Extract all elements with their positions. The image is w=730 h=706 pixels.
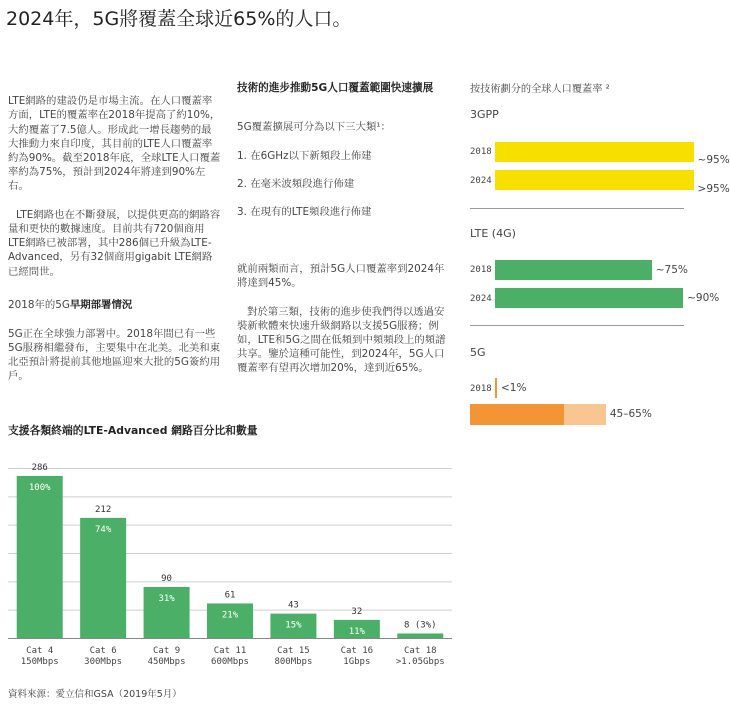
label-5g-2018: <1% [501,382,527,394]
middle-text-column [237,106,451,390]
bar-value-label: 212 [95,504,112,515]
year-lte-2018: 2018 [470,265,492,275]
middle-list-item-2: 2. 在毫米波頻段進行佈建 [237,178,355,191]
middle-intro: 5G覆蓋擴展可分為以下三大類¹： [237,121,391,134]
fiveg-early-heading-bold: 早期部署情況 [69,299,133,312]
label-lte-2024: ~90% [687,292,720,304]
label-3gpp-2024: >95% [697,183,730,195]
bar-3gpp-2024 [495,170,694,190]
bar-lte-2024 [495,288,683,308]
bar-lte-2018 [495,260,652,280]
label-lte-2018: ~75% [655,264,688,276]
bar-percent-label: 100% [28,482,51,493]
bar-value-label: 8 (3%) [404,620,437,631]
bar [80,518,126,638]
category-tick-label: Cat 18 [404,646,437,656]
bar [17,476,63,638]
group-label-3gpp: 3GPP [470,108,499,121]
year-3gpp-2018: 2018 [470,147,492,157]
middle-paragraph-2: 就前兩類而言，預計5G人口覆蓋率到2024年將達到45%。 [237,263,445,290]
fiveg-early-heading-prefix: 2018年的5G [8,299,70,312]
bar-5g-2018 [495,378,497,398]
category-tick-label: Cat 4 [26,646,54,656]
bar-value-label: 286 [31,462,48,473]
lte-paragraph-2: LTE網路也在不斷發展，以提供更高的網路容量和更快的數據速度。目前共有720個商用LTE網路已被部署，其中286個已升級為LTE-Advanced，另有32個商用gigabit LTE網路已經問世。 [8,208,221,278]
bar-value-label: 61 [224,590,236,601]
category-tick-label: Cat 11 [213,646,247,656]
category-tick-label: 1Gbps [343,657,371,667]
coverage-title: 按技術劃分的全球人口覆蓋率 ² [470,84,610,95]
source-note: 資料來源：愛立信和GSA（2019年5月） [8,689,182,700]
year-5g-2018: 2018 [470,384,492,394]
middle-paragraph-3: 對於第三類，技術的進步使我們得以透過安裝新軟體來快速升級網路以支援5G服務；例如，LTE和5G之間在低頻到中頻頻段上的頻譜共享。鑒於這種可能性，到2024年，5G人口覆蓋率有望再次增加20%，達到近65%。 [237,305,446,375]
category-tick-label: 800Mbps [274,657,313,667]
bar-5g-2024-base [470,404,564,425]
fiveg-early-section [8,284,221,398]
bar-value-label: 90 [161,574,172,584]
fiveg-early-paragraph: 5G正在全球強力部署中。2018年間已有一些5G服務相繼發布，主要集中在北美。北美和東北亞預計將提前其他地區迎來大批的5G簽約用戶。 [8,327,221,383]
category-tick-label: Cat 16 [340,646,374,656]
category-tick-label: Cat 9 [153,646,181,656]
category-tick-label: Cat 6 [89,646,117,656]
divider-lte [470,325,684,326]
middle-heading: 技術的進步推動5G人口覆蓋範圍快速擴展 [237,82,434,94]
page-title: 2024年，5G將覆蓋全球近65%的人口。 [6,8,352,30]
middle-spacer [237,234,451,248]
category-tick-label: 150Mbps [20,657,59,667]
group-label-lte: LTE (4G) [470,227,516,240]
category-tick-label: 600Mbps [211,657,249,667]
bar-percent-label: 11% [348,626,365,637]
bar-percent-label: 21% [221,610,239,621]
middle-list-item-3: 3. 在現有的LTE頻段進行佈建 [237,206,372,219]
divider-3gpp [470,208,684,209]
fiveg-early-heading [8,298,221,312]
lte-paragraph-1: LTE網路的建設仍是市場主流。在人口覆蓋率方面，LTE的覆蓋率在2018年提高了約10%，大約覆蓋了7.5億人。形成此一增長趨勢的最大推動力來自印度，其目前的LTE人口覆蓋率約為90%。截至2018年底，全球LTE人口覆蓋率約為75%，預計到2024年將達到90%左右。 [8,95,221,193]
label-3gpp-2018: ~95% [697,154,730,166]
year-3gpp-2024: 2024 [470,176,492,186]
bar-value-label: 32 [351,606,363,617]
label-5g-2024: 45–65% [609,408,652,420]
bar-percent-label: 15% [285,620,302,631]
bar-percent-label: 74% [95,524,112,535]
year-lte-2024: 2024 [470,294,492,304]
bar [397,633,443,638]
bar-percent-label: 31% [158,594,175,604]
group-label-5g: 5G [470,346,486,359]
chart-title: 支援各類終端的LTE-Advanced 網路百分比和數量 [8,424,258,437]
left-text-column [8,80,221,293]
bar [207,603,253,638]
category-tick-label: 300Mbps [84,657,123,667]
middle-list-item-1: 1. 在6GHz以下新頻段上佈建 [237,149,372,162]
bar-value-label: 43 [288,600,299,611]
bar-3gpp-2018 [495,142,694,162]
lte-advanced-bar-chart [0,440,719,680]
category-tick-label: Cat 15 [277,646,310,656]
bar-5g-2024-extra [564,404,606,425]
category-tick-label: >1.05Gbps [395,657,445,667]
category-tick-label: 450Mbps [147,657,186,667]
